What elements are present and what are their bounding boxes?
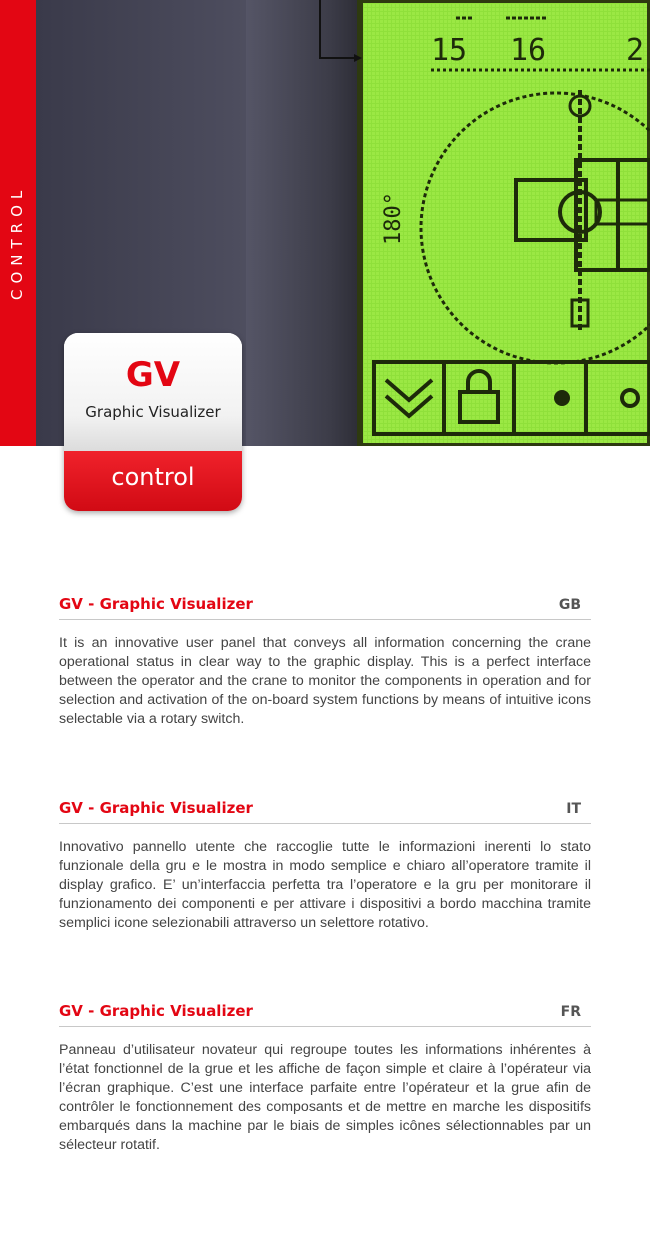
badge-top	[64, 333, 242, 451]
section-fr	[59, 1002, 591, 1155]
badge-subtitle: Graphic Visualizer	[85, 403, 221, 421]
display-number: 16	[510, 33, 547, 68]
display-angle-label: 180°	[381, 192, 406, 245]
section-body: It is an innovative user panel that conveys all information concerning the crane operational status in clear way to the graphic display. This is a perfect interface between the operator and the crane to monitor the components in operation and for selection and activation of the on-board system functions by means of intuitive icons selectable via a rotary switch.	[59, 635, 591, 727]
section-title: GV - Graphic Visualizer	[59, 595, 253, 613]
badge-title: GV	[125, 355, 181, 395]
section-header	[59, 1002, 591, 1027]
section-body: Panneau d’utilisateur novateur qui regroupe toutes les informations inhérentes à l’état fonctionnel de la grue et les affiche de façon simple et claire à l’opérateur via l’écran graphique. C’est une interface parfaite entre l’opérateur et la grue afin de contrôler le fonctionnement des composants et de mettre en marche les dispositifs embarqués dans la machine par le biais de simples icônes sélectionnables par un sélecteur rotatif.	[59, 1042, 591, 1153]
section-language: FR	[560, 1004, 581, 1020]
section-language: IT	[566, 801, 581, 817]
section-header	[59, 595, 591, 620]
side-label: CONTROL	[8, 184, 26, 300]
section-title: GV - Graphic Visualizer	[59, 799, 253, 817]
section-it	[59, 799, 591, 933]
display-number: 15	[431, 33, 468, 68]
side-strip	[0, 0, 36, 446]
badge-bottom	[64, 451, 242, 511]
section-body: Innovativo pannello utente che raccoglie tutte le informazioni inerenti lo stato funzionale della gru e le mostra in modo semplice e chiaro all’operatore tramite il display grafico. E’ un’interfaccia perfetta tra l’operatore e la gru per monitorare il funzionamento dei componenti e per attivare i dispositivi a bordo macchina tramite semplici icone selezionabili attraverso un selettore rotativo.	[59, 839, 591, 931]
section-gb	[59, 595, 591, 729]
section-header	[59, 799, 591, 824]
section-language: GB	[558, 597, 581, 613]
gv-badge	[64, 333, 242, 511]
display-number: 2	[626, 33, 645, 68]
badge-category: control	[111, 463, 195, 491]
section-title: GV - Graphic Visualizer	[59, 1002, 253, 1020]
